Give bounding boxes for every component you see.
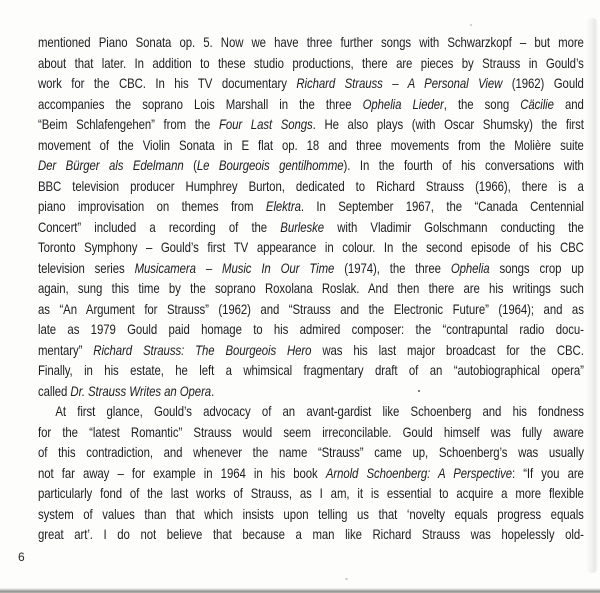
body-text: movement of the Violin Sonata in E flat op. 18 and three movements from the Molière suite — [38, 137, 584, 153]
text-line — [38, 484, 584, 505]
body-text: BBC television producer Humphrey Burton, dedicated to Richard Strauss (1966), there is a — [38, 178, 584, 194]
italic-title-text: Four Last Songs — [218, 117, 313, 132]
text-line — [38, 320, 584, 341]
body-text: with Vladimir Golschmann conducting the — [324, 219, 584, 235]
text-line — [38, 156, 584, 177]
body-text: “Beim Schlafengehen” from the — [38, 117, 219, 132]
body-text: ). In the fourth of his conversations with — [343, 158, 584, 173]
text-line — [38, 300, 584, 321]
italic-title-text: Ophelia — [450, 260, 490, 276]
body-text: piano improvisation on themes from — [38, 199, 266, 214]
body-text: . He also plays (with Oscar Shumsky) the first — [312, 117, 584, 132]
text-line — [38, 525, 584, 546]
italic-title-text: Elektra — [265, 199, 301, 214]
body-text: not far away – for example in 1964 in his book — [38, 465, 326, 481]
body-text: about that later. In addition to these studio productions, there are pieces by Strauss in Gould’s — [38, 55, 584, 71]
body-text: television series — [38, 260, 135, 276]
page-number: 6 — [18, 550, 25, 564]
body-text: : “If you are — [511, 465, 584, 481]
text-line — [38, 74, 584, 95]
paragraph-1 — [38, 33, 584, 402]
body-text: late as 1979 Gould paid homage to his admired composer: the “contrapuntal radio docu- — [38, 322, 584, 337]
body-text: (1974), the three — [334, 260, 451, 276]
body-text: mentary” — [38, 342, 94, 358]
text-line — [38, 95, 584, 116]
italic-title-text: Musicamera – Music In Our Time — [134, 260, 335, 276]
body-text: ( — [183, 158, 197, 173]
italic-title-text: Dr. Strauss Writes an Opera — [70, 383, 212, 399]
body-text: (1962) Gould — [502, 76, 584, 91]
text-line — [38, 423, 584, 444]
body-text: , the song — [443, 96, 521, 112]
italic-title-text: Der Bürger als Edelmann — [38, 158, 184, 173]
text-line — [38, 136, 584, 157]
body-text: system of values than that which insists upon telling us that ‘novelty equals progress equals — [38, 506, 584, 522]
text-line — [38, 443, 584, 464]
text-line — [38, 382, 584, 403]
italic-title-text: Burleske — [280, 219, 325, 235]
text-line — [38, 259, 584, 280]
scan-speck — [470, 24, 472, 26]
body-text: for the “latest Romantic” Strauss would seem irreconcilable. Gould himself was fully aware — [38, 424, 584, 440]
body-text: songs crop up — [489, 260, 584, 276]
italic-title-text: Richard Strauss – A Personal View — [296, 76, 503, 91]
body-text: particularly fond of the last works of Strauss, as I am, it is essential to acquire a more flexible — [38, 486, 584, 501]
body-text: as “An Argument for Strauss” (1962) and “Strauss and the Electronic Future” (1964); and as — [38, 301, 584, 317]
scan-right-shadow — [586, 18, 598, 573]
text-line — [38, 505, 584, 526]
body-text: Toronto Symphony – Gould’s first TV appearance in colour. In the second episode of his CBC — [38, 240, 584, 255]
text-line — [38, 341, 584, 362]
body-text: mentioned Piano Sonata op. 5. Now we have three further songs with Schwarzkopf – but more — [38, 35, 584, 50]
body-text: accompanies the soprano Lois Marshall in the three — [38, 96, 363, 112]
italic-title-text: Le Bourgeois gentilhomme — [196, 158, 344, 173]
italic-title-text: Cäcilie — [520, 96, 554, 112]
text-line — [38, 54, 584, 75]
text-line — [38, 197, 584, 218]
body-text: called — [38, 383, 71, 399]
text-line — [38, 115, 584, 136]
text-line — [38, 361, 584, 382]
text-line — [38, 33, 584, 54]
text-line — [38, 218, 584, 239]
text-line — [38, 402, 584, 423]
body-text: At first glance, Gould’s advocacy of an avant-gardist like Schoenberg and his fondness — [55, 404, 584, 419]
body-text: great art’. I do not believe that because a man like Richard Strauss was hopelessly old- — [38, 527, 584, 542]
italic-title-text: Richard Strauss: The Bourgeois Hero — [93, 342, 312, 358]
body-text: Concert” included a recording of the — [38, 219, 281, 235]
body-text: of this contradiction, and whenever the name “Strauss” came up, Schoenberg’s was usually — [38, 445, 584, 460]
italic-title-text: Ophelia Lieder — [362, 96, 444, 112]
body-text: was his last major broadcast for the CBC. — [311, 342, 584, 358]
scan-bottom-edge — [0, 588, 600, 593]
body-text: work for the CBC. In his TV documentary — [38, 76, 297, 91]
text-block — [38, 33, 584, 546]
text-line — [38, 238, 584, 259]
body-text: again, sung this time by the soprano Roxolana Roslak. And then there are his writings such — [38, 281, 584, 296]
text-line — [38, 279, 584, 300]
body-text: and — [553, 96, 584, 112]
body-text: Finally, in his estate, he left a whimsical fragmentary draft of an “autobiographical opera” — [38, 363, 584, 378]
paragraph-2 — [38, 402, 584, 546]
body-text: . — [211, 383, 215, 399]
body-text: . In September 1967, the “Canada Centennial — [300, 199, 584, 214]
scan-speck — [345, 578, 348, 580]
italic-title-text: Arnold Schoenberg: A Perspective — [325, 465, 512, 481]
text-line — [38, 464, 584, 485]
text-line — [38, 177, 584, 198]
